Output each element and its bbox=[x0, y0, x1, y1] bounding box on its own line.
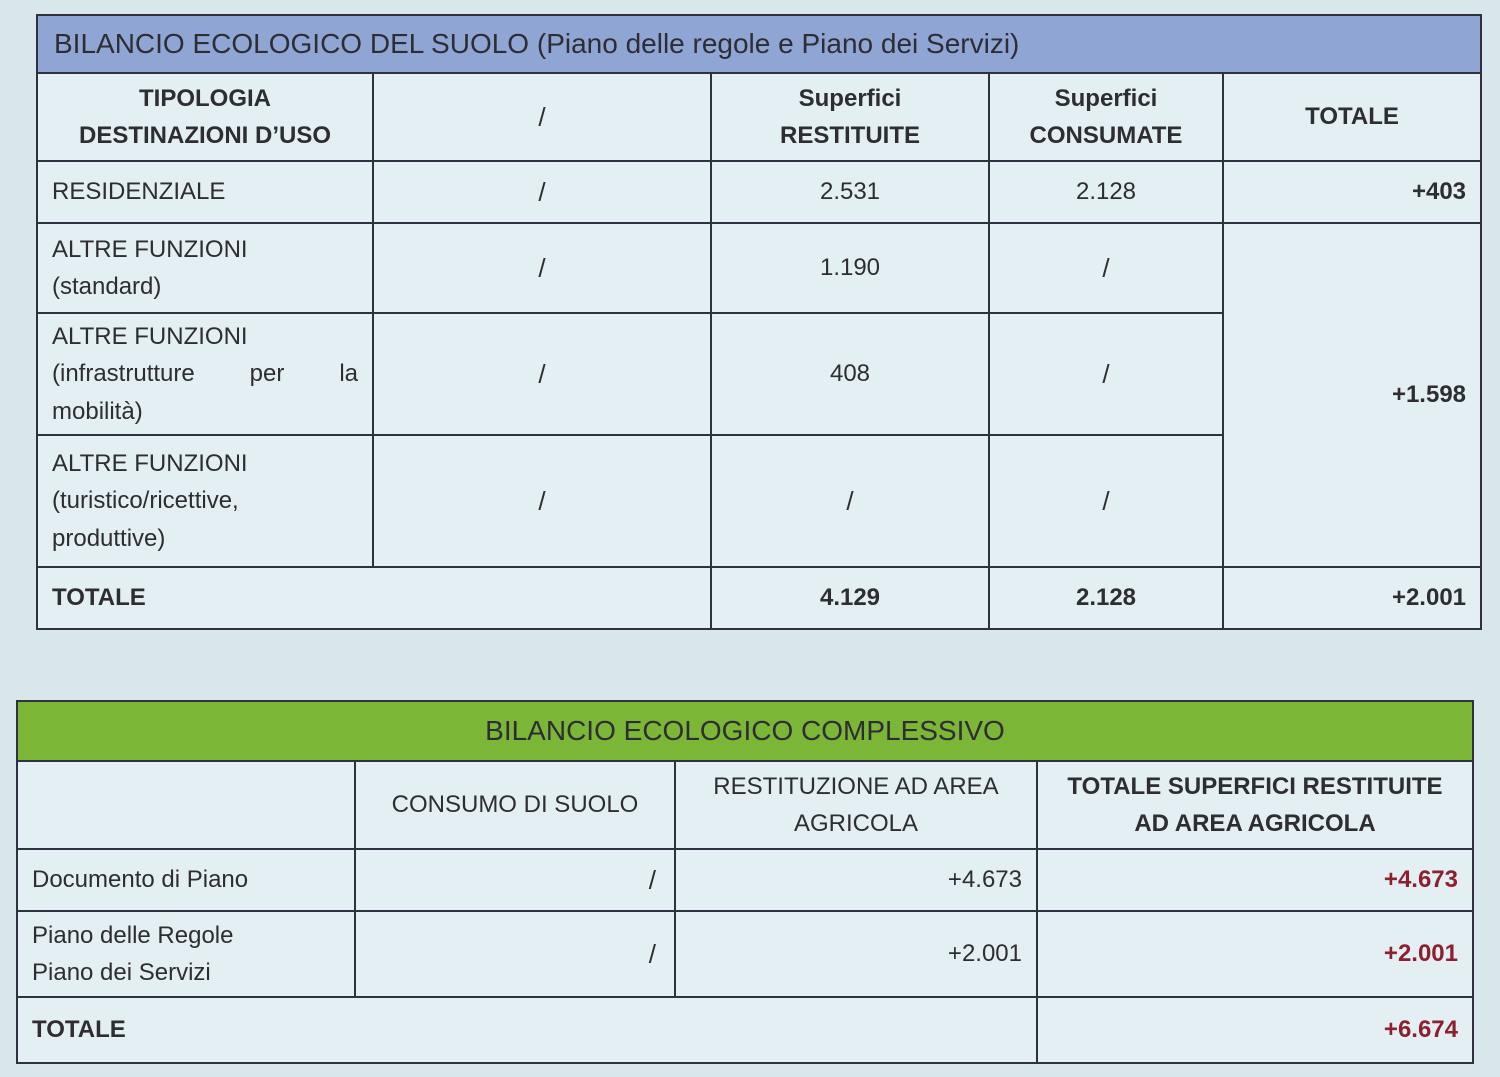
total-row bbox=[17, 997, 1473, 1063]
row-label: RESIDENZIALE bbox=[37, 161, 373, 223]
row-consumo: / bbox=[355, 911, 675, 997]
row-consumate: / bbox=[989, 435, 1223, 567]
total-totale: +2.001 bbox=[1223, 567, 1481, 629]
row-totale: +2.001 bbox=[1037, 911, 1473, 997]
row-consumate: / bbox=[989, 313, 1223, 435]
total-totale: +6.674 bbox=[1037, 997, 1473, 1063]
row-label: ALTRE FUNZIONI (standard) bbox=[37, 223, 373, 313]
row-label: ALTRE FUNZIONI (infrastrutture per la mobilità) bbox=[37, 313, 373, 435]
total-label: TOTALE bbox=[17, 997, 1037, 1063]
total-consumate: 2.128 bbox=[989, 567, 1223, 629]
row-restituzione: +2.001 bbox=[675, 911, 1037, 997]
row-restituite: 408 bbox=[711, 313, 989, 435]
table-row bbox=[17, 849, 1473, 911]
header-tipologia: TIPOLOGIA DESTINAZIONI D’USO bbox=[37, 73, 373, 161]
row-restituite: / bbox=[711, 435, 989, 567]
row-label: Documento di Piano bbox=[17, 849, 355, 911]
header-slash: / bbox=[373, 73, 711, 161]
row-slash: / bbox=[373, 435, 711, 567]
total-restituite: 4.129 bbox=[711, 567, 989, 629]
row-restituzione: +4.673 bbox=[675, 849, 1037, 911]
row-slash: / bbox=[373, 161, 711, 223]
header-consumate: Superfici CONSUMATE bbox=[989, 73, 1223, 161]
table-row bbox=[37, 223, 1481, 313]
header-empty bbox=[17, 761, 355, 849]
row-restituite: 1.190 bbox=[711, 223, 989, 313]
total-label: TOTALE bbox=[37, 567, 711, 629]
table-row bbox=[17, 911, 1473, 997]
row-totale: +4.673 bbox=[1037, 849, 1473, 911]
total-row bbox=[37, 567, 1481, 629]
overall-balance-table bbox=[16, 700, 1474, 1064]
row-slash: / bbox=[373, 313, 711, 435]
soil-balance-title: BILANCIO ECOLOGICO DEL SUOLO (Piano delle regole e Piano dei Servizi) bbox=[37, 15, 1481, 73]
header-totale-superfici: TOTALE SUPERFICI RESTITUITE AD AREA AGRICOLA bbox=[1037, 761, 1473, 849]
row-consumate: 2.128 bbox=[989, 161, 1223, 223]
header-restituite: Superfici RESTITUITE bbox=[711, 73, 989, 161]
merged-totale: +1.598 bbox=[1223, 223, 1481, 567]
row-consumo: / bbox=[355, 849, 675, 911]
overall-balance-title: BILANCIO ECOLOGICO COMPLESSIVO bbox=[17, 701, 1473, 761]
row-label: Piano delle Regole Piano dei Servizi bbox=[17, 911, 355, 997]
header-consumo: CONSUMO DI SUOLO bbox=[355, 761, 675, 849]
row-label: ALTRE FUNZIONI (turistico/ricettive, produttive) bbox=[37, 435, 373, 567]
row-slash: / bbox=[373, 223, 711, 313]
soil-balance-table bbox=[36, 14, 1482, 630]
row-restituite: 2.531 bbox=[711, 161, 989, 223]
header-restituzione: RESTITUZIONE AD AREA AGRICOLA bbox=[675, 761, 1037, 849]
header-totale: TOTALE bbox=[1223, 73, 1481, 161]
table-row bbox=[37, 161, 1481, 223]
row-consumate: / bbox=[989, 223, 1223, 313]
row-totale: +403 bbox=[1223, 161, 1481, 223]
